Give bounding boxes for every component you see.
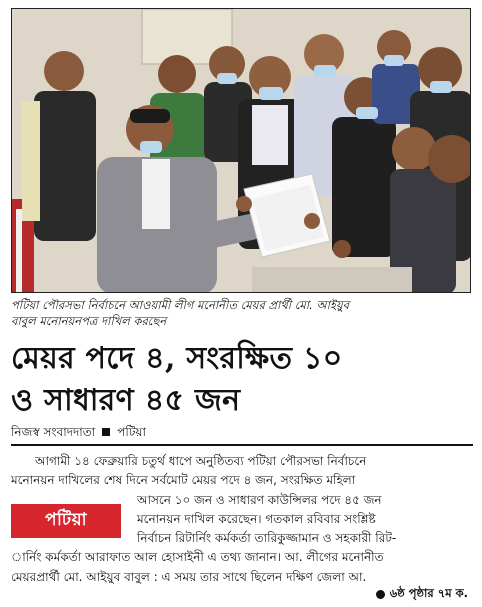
caption-line: বাবুল মনোনয়নপত্র দাখিল করছেন bbox=[11, 314, 167, 328]
body-line: আসনে ১০ জন ও সাধারণ কাউন্সিলর পদে ৪৫ জন bbox=[137, 492, 382, 507]
body-line: মনোনয়ন দাখিল করেছেন। গতকাল রবিবার সংশ্লিষ্ট bbox=[137, 511, 376, 526]
body-line: মেয়রপ্রার্থী মো. আইয়ুব বাবুল : এ সময় তার সাথে ছিলেন দক্ষিণ জেলা আ. bbox=[11, 569, 367, 584]
caption-line: পটিয়া পৌরসভা নির্বাচনে আওয়ামী লীগ মনোনীত মেয়র প্রার্থী মো. আইয়ুব bbox=[11, 298, 350, 312]
news-photo bbox=[11, 8, 471, 293]
body-line: মনোনয়ন দাখিলের শেষ দিনে সর্বমোট মেয়র পদে ৪ জন, সংরক্ষিত মহিলা bbox=[11, 473, 356, 488]
byline-location: পটিয়া bbox=[117, 425, 146, 439]
body-line: নির্বাচন রিটার্নিং কর্মকর্তা তারিকুজ্জামান ও সহকারী রিট- bbox=[137, 531, 397, 546]
location-tag: পটিয়া bbox=[11, 504, 121, 538]
body-line: আগামী ১৪ ফেব্রুয়ারি চতুর্থ ধাপে অনুষ্ঠিতব্য পটিয়া পৌরসভা নির্বাচনে bbox=[35, 454, 367, 468]
headline-line: ও সাধারণ ৪৫ জন bbox=[11, 383, 241, 418]
reporter-name: নিজস্ব সংবাদদাতা bbox=[11, 425, 96, 439]
continued-note bbox=[376, 585, 468, 604]
divider bbox=[11, 444, 473, 446]
headline bbox=[11, 338, 473, 422]
headline-line: মেয়র পদে ৪, সংরক্ষিত ১০ bbox=[11, 341, 343, 376]
bullet-dot-icon bbox=[376, 590, 385, 599]
body-line: ার্নিং কর্মকর্তা আরাফাত আল হোসাইনী এ তথ্য জানান। আ. লীগের মনোনীত bbox=[11, 550, 384, 565]
square-bullet-icon bbox=[102, 428, 110, 436]
photo-caption bbox=[11, 297, 473, 329]
byline bbox=[11, 423, 146, 441]
news-photo-illustration bbox=[12, 9, 471, 293]
continued-text: ৬ষ্ঠ পৃষ্ঠার ৭ম ক. bbox=[389, 586, 468, 600]
